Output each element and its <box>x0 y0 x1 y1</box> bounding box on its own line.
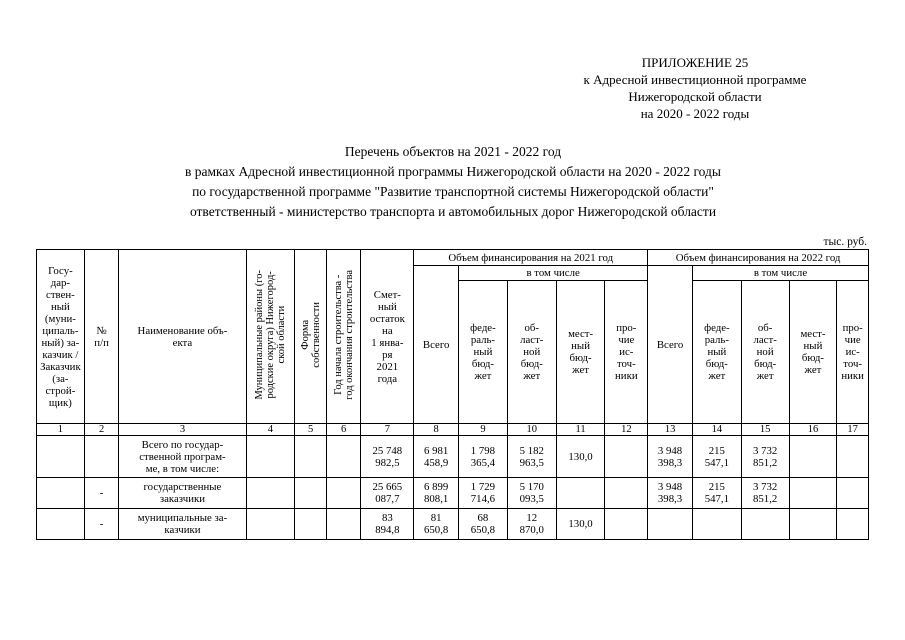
colnum-1: 1 <box>37 424 85 436</box>
cell-other-2022 <box>837 436 869 478</box>
table-row <box>37 509 869 540</box>
cell-customer <box>37 509 85 540</box>
colnum-8: 8 <box>414 424 459 436</box>
table-row <box>37 478 869 509</box>
objects-table <box>36 249 869 540</box>
header-ownership: Форма собственности <box>295 250 327 424</box>
header-other-2022: про- чие ис- точ- ники <box>837 281 869 424</box>
column-number-row <box>37 424 869 436</box>
cell-total-2022: 3 948 398,3 <box>648 436 693 478</box>
header-fin-2022: Объем финансирования на 2022 год <box>648 250 869 266</box>
cell-customer <box>37 478 85 509</box>
cell-years <box>326 478 361 509</box>
header-customer: Госу- дар- ствен- ный (муни- ципаль- ный) за- казчик / Заказчик (за- строй- щик) <box>37 250 85 424</box>
cell-total-2021: 6 981 458,9 <box>414 436 459 478</box>
header-num: № п/п <box>84 250 119 424</box>
cell-federal-2022: 215 547,1 <box>692 478 741 509</box>
units-label: тыс. руб. <box>823 236 867 248</box>
cell-years <box>326 436 361 478</box>
cell-total-2021: 6 899 808,1 <box>414 478 459 509</box>
title-line-4: ответственный - министерство транспорта и автомобильных дорог Нижегородской области <box>189 204 717 219</box>
colnum-4: 4 <box>246 424 295 436</box>
header-federal-2022: феде- раль- ный бюд- жет <box>692 281 741 424</box>
header-federal-2021: феде- раль- ный бюд- жет <box>459 281 508 424</box>
header-balance: Смет- ный остаток на 1 янва- ря 2021 года <box>361 250 414 424</box>
cell-federal-2021: 1 798 365,4 <box>459 436 508 478</box>
title-line-3: по государственной программе "Развитие транспортной системы Нижегородской области" <box>192 184 714 199</box>
table-row <box>37 436 869 478</box>
header-local-2021: мест- ный бюд- жет <box>556 281 605 424</box>
colnum-5: 5 <box>295 424 327 436</box>
cell-federal-2022: 215 547,1 <box>692 436 741 478</box>
header-fin-2021: Объем финансирования на 2021 год <box>414 250 648 266</box>
cell-balance: 25 665 087,7 <box>361 478 414 509</box>
cell-name: муниципальные за- казчики <box>119 509 246 540</box>
header-regional-2021: об- ласт- ной бюд- жет <box>507 281 556 424</box>
cell-other-2021 <box>605 509 648 540</box>
cell-district <box>246 478 295 509</box>
colnum-12: 12 <box>605 424 648 436</box>
colnum-17: 17 <box>837 424 869 436</box>
colnum-6: 6 <box>326 424 361 436</box>
cell-local-2022 <box>789 478 837 509</box>
cell-name: Всего по государ- ственной програм- ме, в том числе: <box>119 436 246 478</box>
header-including-2021: в том числе <box>459 266 648 281</box>
cell-other-2021 <box>605 436 648 478</box>
appendix-number: ПРИЛОЖЕНИЕ 25 <box>641 55 749 70</box>
cell-local-2021 <box>556 478 605 509</box>
colnum-14: 14 <box>692 424 741 436</box>
cell-regional-2021: 12 870,0 <box>507 509 556 540</box>
colnum-9: 9 <box>459 424 508 436</box>
cell-customer <box>37 436 85 478</box>
header-total-2021: Всего <box>414 266 459 424</box>
header-name: Наименование объ- екта <box>119 250 246 424</box>
cell-name: государственные заказчики <box>119 478 246 509</box>
title-line-2: в рамках Адресной инвестиционной программы Нижегородской области на 2020 - 2022 годы <box>185 164 721 179</box>
document-title <box>100 142 806 222</box>
cell-ownership <box>295 436 327 478</box>
colnum-11: 11 <box>556 424 605 436</box>
header-including-2022: в том числе <box>692 266 868 281</box>
appendix-ref-line: к Адресной инвестиционной программе <box>583 72 807 87</box>
cell-federal-2021: 1 729 714,6 <box>459 478 508 509</box>
cell-other-2022 <box>837 478 869 509</box>
header-other-2021: про- чие ис- точ- ники <box>605 281 648 424</box>
cell-local-2021: 130,0 <box>556 509 605 540</box>
colnum-16: 16 <box>789 424 837 436</box>
cell-local-2022 <box>789 509 837 540</box>
cell-balance: 83 894,8 <box>361 509 414 540</box>
appendix-header <box>560 54 830 122</box>
cell-regional-2021: 5 182 963,5 <box>507 436 556 478</box>
cell-total-2022 <box>648 509 693 540</box>
colnum-10: 10 <box>507 424 556 436</box>
colnum-15: 15 <box>741 424 789 436</box>
colnum-2: 2 <box>84 424 119 436</box>
cell-federal-2021: 68 650,8 <box>459 509 508 540</box>
cell-federal-2022 <box>692 509 741 540</box>
cell-ownership <box>295 478 327 509</box>
appendix-period-line: на 2020 - 2022 годы <box>640 106 750 121</box>
cell-regional-2022: 3 732 851,2 <box>741 478 789 509</box>
header-district: Муниципальные районы (го- родские округа) Нижегород- ской области <box>246 250 295 424</box>
cell-other-2022 <box>837 509 869 540</box>
cell-num: - <box>84 478 119 509</box>
cell-local-2022 <box>789 436 837 478</box>
header-regional-2022: об- ласт- ной бюд- жет <box>741 281 789 424</box>
title-line-1: Перечень объектов на 2021 - 2022 год <box>344 144 562 159</box>
cell-ownership <box>295 509 327 540</box>
colnum-13: 13 <box>648 424 693 436</box>
cell-balance: 25 748 982,5 <box>361 436 414 478</box>
cell-years <box>326 509 361 540</box>
colnum-7: 7 <box>361 424 414 436</box>
appendix-region-line: Нижегородской области <box>628 89 762 104</box>
cell-other-2021 <box>605 478 648 509</box>
cell-num: - <box>84 509 119 540</box>
cell-regional-2021: 5 170 093,5 <box>507 478 556 509</box>
cell-total-2022: 3 948 398,3 <box>648 478 693 509</box>
cell-num <box>84 436 119 478</box>
header-local-2022: мест- ный бюд- жет <box>789 281 837 424</box>
header-total-2022: Всего <box>648 266 693 424</box>
cell-regional-2022 <box>741 509 789 540</box>
cell-district <box>246 436 295 478</box>
cell-regional-2022: 3 732 851,2 <box>741 436 789 478</box>
colnum-3: 3 <box>119 424 246 436</box>
cell-district <box>246 509 295 540</box>
cell-local-2021: 130,0 <box>556 436 605 478</box>
header-years: Год начала строительства - год окончания строительства <box>326 250 361 424</box>
cell-total-2021: 81 650,8 <box>414 509 459 540</box>
